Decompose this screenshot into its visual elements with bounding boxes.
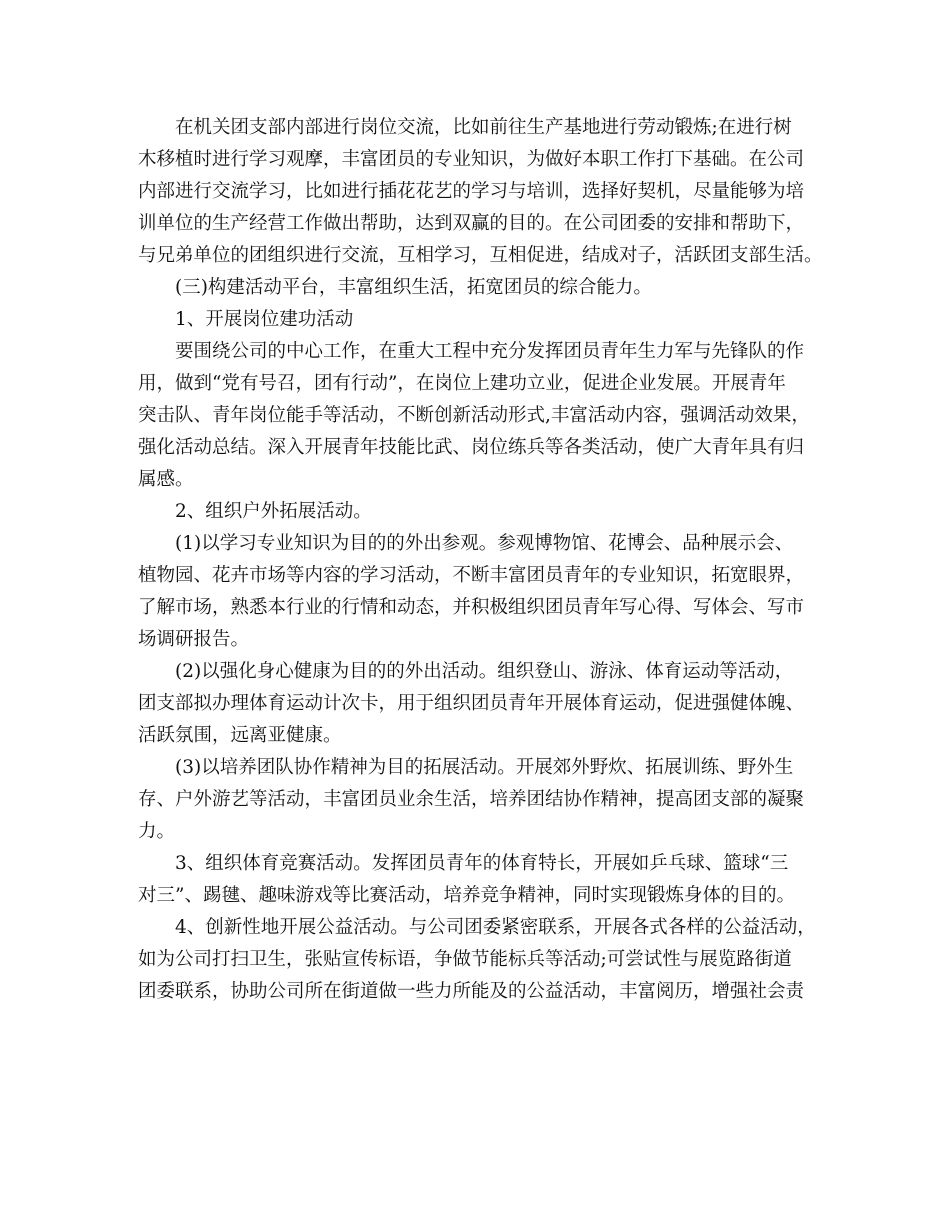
section-heading: (三)构建活动平台，丰富组织生活，拓宽团员的综合能力。 <box>175 277 652 298</box>
paragraph-line: 场调研报告。 <box>138 629 250 650</box>
paragraph-line: 了解市场，熟悉本行业的行情和动态，并积极组织团员青年写心得、写体会、写市 <box>138 597 805 618</box>
paragraph-line: 要围绕公司的中心工作，在重大工程中充分发挥团员青年生力军与先锋队的作 <box>175 341 805 362</box>
paragraph-line: 内部进行交流学习，比如进行插花花艺的学习与培训，选择好契机，尽量能够为培 <box>138 181 805 202</box>
paragraph-line: 团支部拟办理体育运动计次卡，用于组织团员青年开展体育运动，促进强健体魄、 <box>138 693 805 714</box>
paragraph-line: 在机关团支部内部进行岗位交流，比如前往生产基地进行劳动锻炼;在进行树 <box>175 117 792 138</box>
subsection-heading: 1、开展岗位建功活动 <box>175 309 354 330</box>
subsection-heading: 2、组织户外拓展活动。 <box>175 501 372 522</box>
paragraph-line: 存、户外游艺等活动，丰富团员业余生活，培养团结协作精神，提高团支部的凝聚 <box>138 789 805 810</box>
paragraph-line: 如为公司打扫卫生，张贴宣传标语，争做节能标兵等活动;可尝试性与展览路街道 <box>138 949 792 970</box>
paragraph-line: 木移植时进行学习观摩，丰富团员的专业知识，为做好本职工作打下基础。在公司 <box>138 149 805 170</box>
paragraph-line: 植物园、花卉市场等内容的学习活动，不断丰富团员青年的专业知识，拓宽眼界， <box>138 565 805 586</box>
paragraph-line: 突击队、青年岗位能手等活动，不断创新活动形式,丰富活动内容，强调活动效果， <box>138 405 810 426</box>
paragraph-line: 训单位的生产经营工作做出帮助，达到双赢的目的。在公司团委的安排和帮助下， <box>138 213 805 234</box>
paragraph-line: 3、组织体育竞赛活动。发挥团员青年的体育特长，开展如乒乓球、篮球“三 <box>175 853 789 874</box>
paragraph-line: (2)以强化身心健康为目的的外出活动。组织登山、游泳、体育运动等活动， <box>175 661 794 682</box>
document-body <box>138 112 828 1008</box>
paragraph-line: (3)以培养团队协作精神为目的拓展活动。开展郊外野炊、拓展训练、野外生 <box>175 757 794 778</box>
paragraph-line: 团委联系，协助公司所在街道做一些力所能及的公益活动，丰富阅历，增强社会责 <box>138 981 805 1002</box>
paragraph-line: 活跃氛围，远离亚健康。 <box>138 725 342 746</box>
paragraph-line: (1)以学习专业知识为目的的外出参观。参观博物馆、花博会、品种展示会、 <box>175 533 794 554</box>
paragraph-line: 对三”、踢毽、趣味游戏等比赛活动，培养竞争精神，同时实现锻炼身体的目的。 <box>138 885 795 906</box>
paragraph-line: 属感。 <box>138 469 194 490</box>
paragraph-line: 4、创新性地开展公益活动。与公司团委紧密联系，开展各式各样的公益活动， <box>175 917 816 938</box>
paragraph-line: 用，做到“党有号召，团有行动”，在岗位上建功立业，促进企业发展。开展青年 <box>138 373 786 394</box>
paragraph-line: 力。 <box>138 821 176 842</box>
paragraph-line: 与兄弟单位的团组织进行交流，互相学习，互相促进，结成对子，活跃团支部生活。 <box>138 245 823 266</box>
paragraph-line: 强化活动总结。深入开展青年技能比武、岗位练兵等各类活动，使广大青年具有归 <box>138 437 805 458</box>
